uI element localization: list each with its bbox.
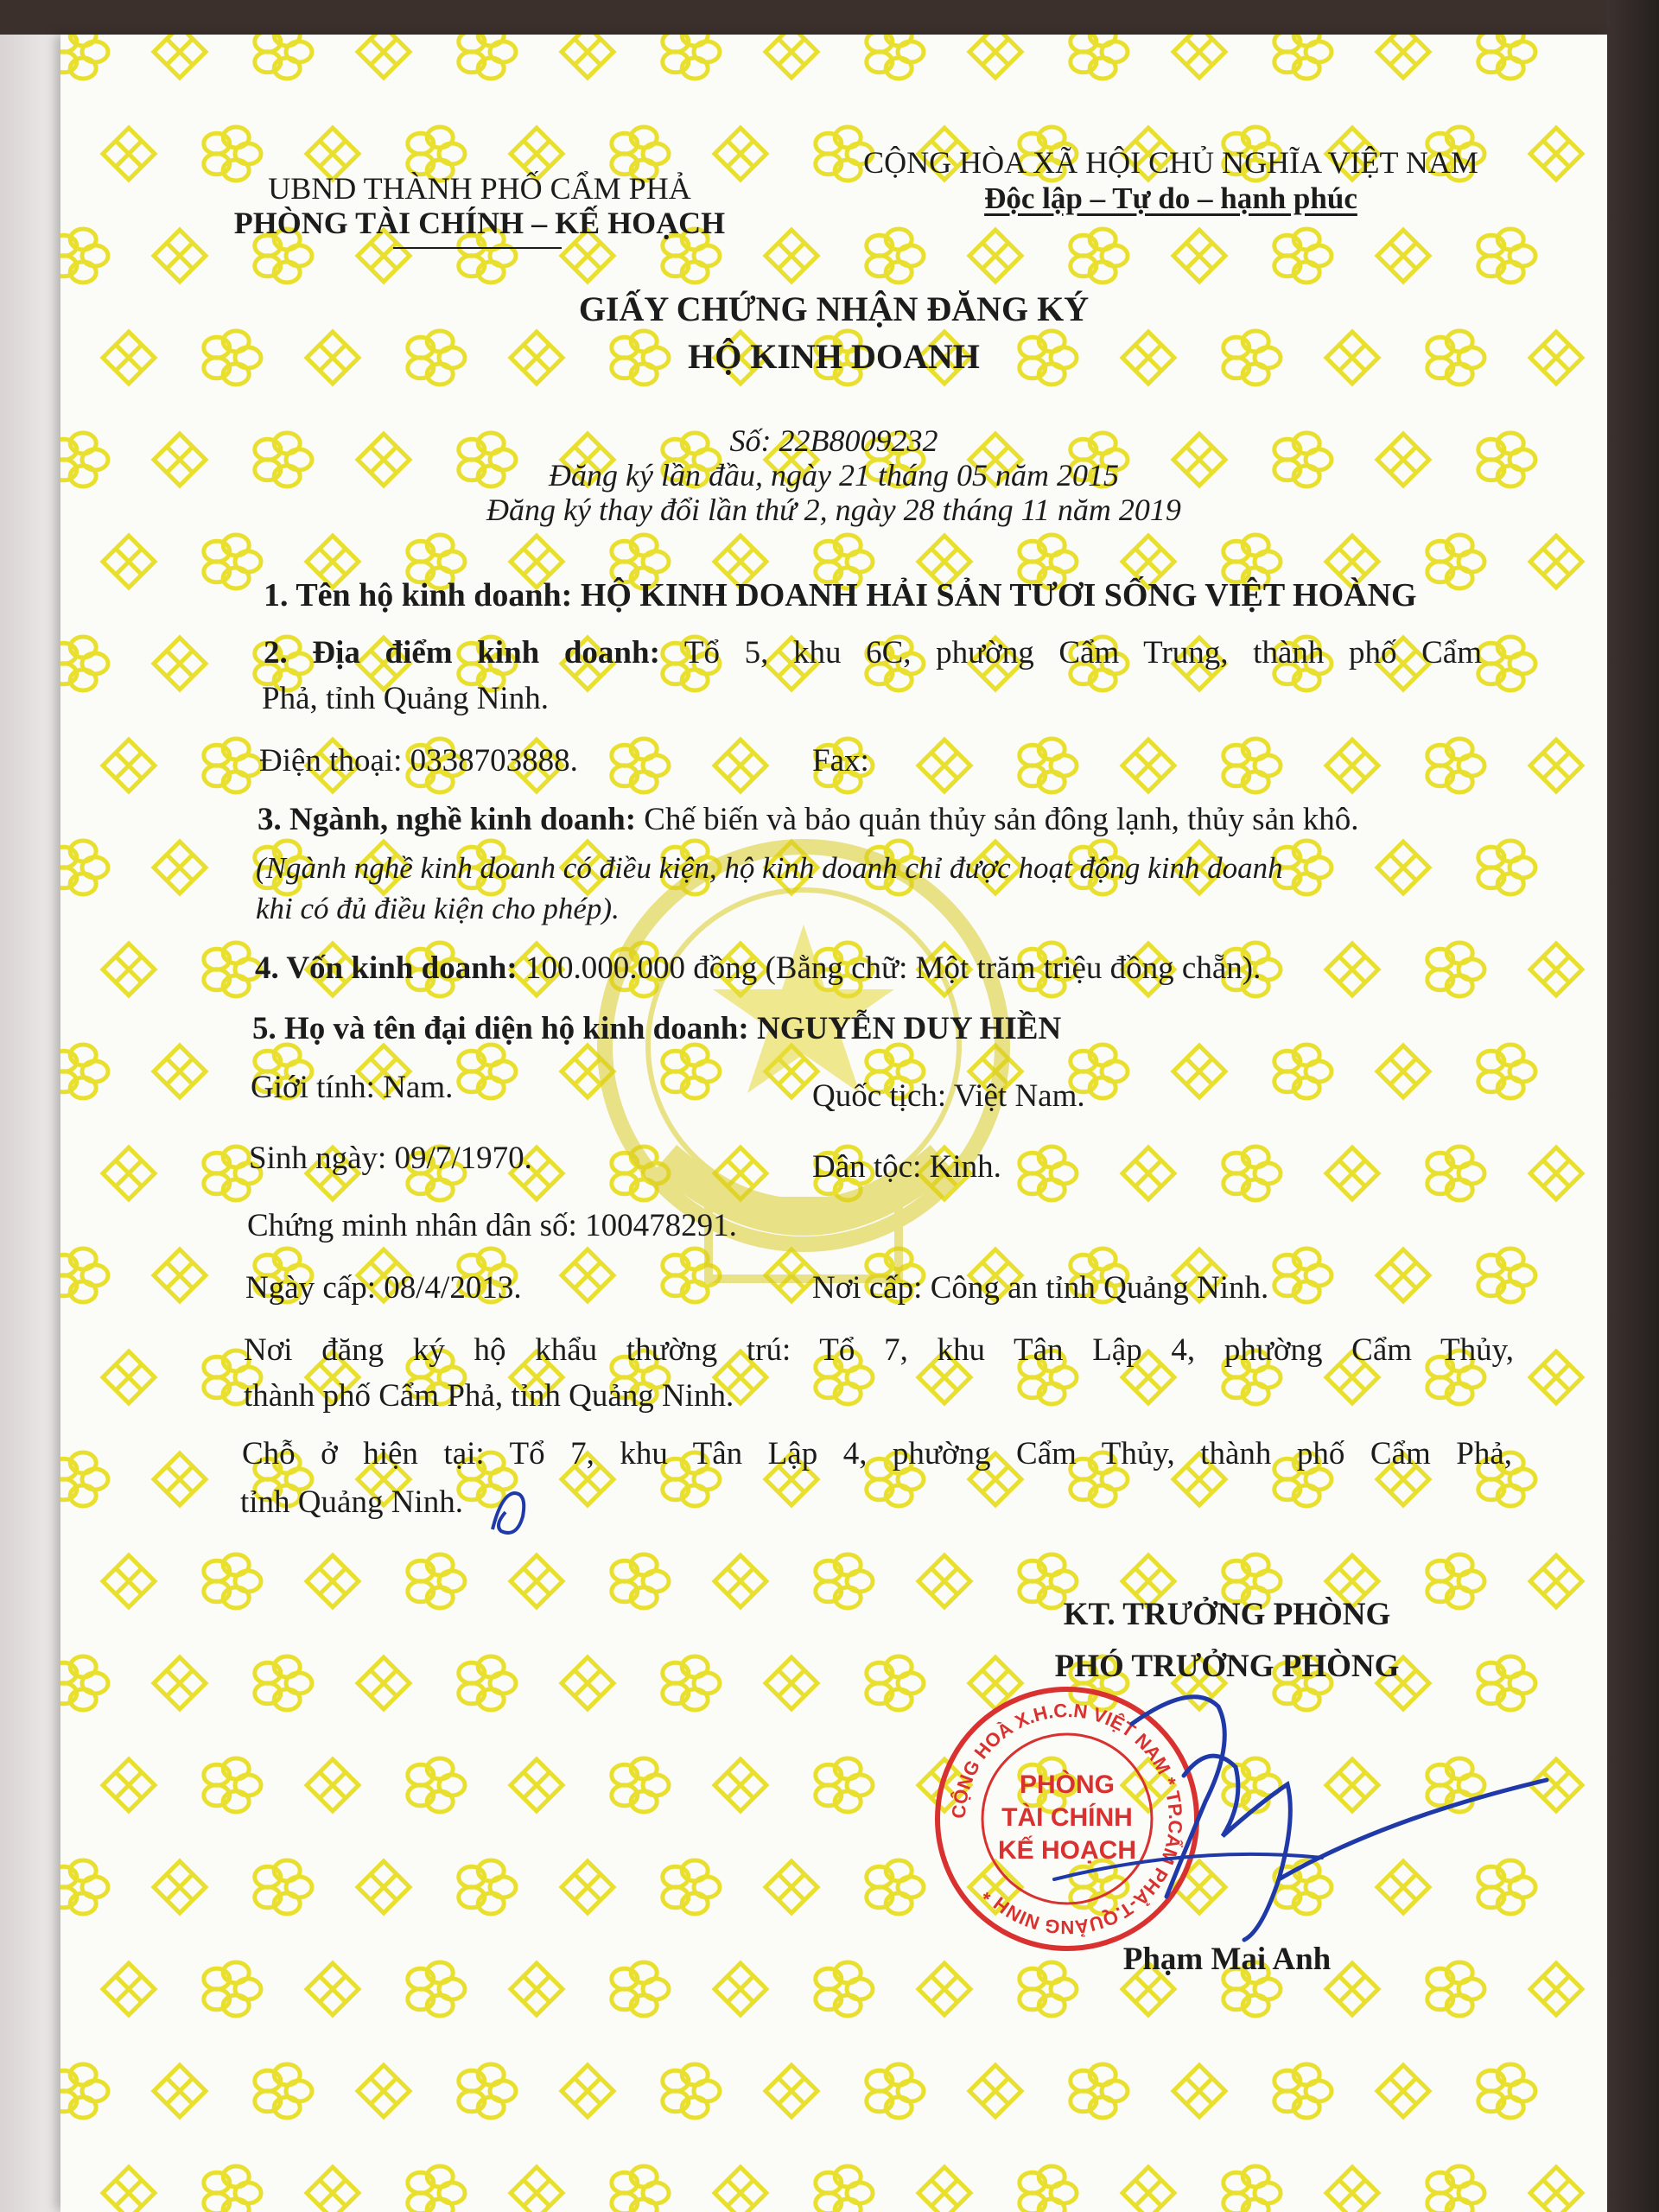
stamp-ring-text: CỘNG HOÀ X.H.C.N VIỆT NAM * TP.CẨM PHẢ-T.QUẢNG NINH * xyxy=(947,1699,1187,1939)
business-name-label: 1. Tên hộ kinh doanh: xyxy=(264,577,573,613)
date-of-birth: Sinh ngày: 09/7/1970. xyxy=(249,1141,532,1176)
business-name-value: HỘ KINH DOANH HẢI SẢN TƯƠI SỐNG VIỆT HOÀNG xyxy=(580,577,1417,613)
id-issue-place: Nơi cấp: Công an tỉnh Quảng Ninh. xyxy=(812,1270,1269,1306)
registration-number: Số: 22B8009232 xyxy=(729,423,938,458)
business-address-value: Tổ 5, khu 6C, phường Cẩm Trung, thành phố Cẩm xyxy=(683,635,1482,671)
representative-row xyxy=(252,1011,1061,1048)
handwritten-signature xyxy=(1037,1672,1555,1957)
permanent-residence: Nơi đăng ký hộ khẩu thường trú: Tổ 7, khu Tân Lập 4, phường Cẩm Thủy, xyxy=(244,1332,1514,1368)
permanent-residence-continuation: thành phố Cẩm Phả, tỉnh Quảng Ninh. xyxy=(244,1378,734,1414)
business-address-continuation: Phả, tỉnh Quảng Ninh. xyxy=(262,681,549,716)
country-motto: Độc lập – Tự do – hạnh phúc xyxy=(984,181,1357,215)
business-sector-row xyxy=(257,802,1359,839)
phone-number: Điện thoại: 0338703888. xyxy=(259,743,578,779)
business-sector-value: Chế biến và bảo quản thủy sản đông lạnh, thủy sản khô. xyxy=(644,802,1359,837)
representative-name: NGUYỄN DUY HIỀN xyxy=(756,1011,1062,1046)
business-sector-note-continuation: khi có đủ điều kiện cho phép). xyxy=(256,892,620,925)
signature-title: KT. TRƯỞNG PHÒNG xyxy=(1063,1597,1391,1632)
desk-edge xyxy=(1607,0,1659,2212)
handwritten-mark xyxy=(475,1478,544,1547)
business-sector-label: 3. Ngành, nghề kinh doanh: xyxy=(257,802,637,837)
current-residence-continuation: tỉnh Quảng Ninh. xyxy=(240,1484,463,1520)
business-address-label: 2. Địa điểm kinh doanh: xyxy=(264,635,660,671)
first-registration-date: Đăng ký lần đầu, ngày 21 tháng 05 năm 2015 xyxy=(549,458,1119,493)
business-capital-value: 100.000.000 đồng (Bằng chữ: Một trăm triệu đồng chẵn). xyxy=(524,950,1262,986)
gender: Giới tính: Nam. xyxy=(251,1070,454,1105)
issuer-department: PHÒNG TÀI CHÍNH – KẾ HOẠCH xyxy=(233,206,726,240)
current-residence: Chỗ ở hiện tại: Tổ 7, khu Tân Lập 4, phường Cẩm Thủy, thành phố Cẩm Phả, xyxy=(242,1436,1512,1471)
id-issue-date: Ngày cấp: 08/4/2013. xyxy=(245,1270,522,1306)
business-capital-label: 4. Vốn kinh doanh: xyxy=(255,950,518,986)
stamp-line-2: TÀI CHÍNH xyxy=(1001,1803,1133,1832)
country-name: CỘNG HÒA XÃ HỘI CHỦ NGHĨA VIỆT NAM xyxy=(863,145,1478,180)
ethnicity: Dân tộc: Kinh. xyxy=(812,1149,1001,1185)
business-sector-note: (Ngành nghề kinh doanh có điều kiện, hộ kinh doanh chỉ được hoạt động kinh doanh xyxy=(256,851,1283,885)
signer-name: Phạm Mai Anh xyxy=(1122,1942,1332,1977)
business-name-row xyxy=(264,577,1417,615)
signature-position: PHÓ TRƯỞNG PHÒNG xyxy=(1054,1649,1400,1684)
business-address-row xyxy=(264,635,1482,672)
nationality: Quốc tịch: Việt Nam. xyxy=(812,1078,1085,1114)
stamp-line-1: PHÒNG xyxy=(1019,1770,1116,1799)
change-registration-date: Đăng ký thay đổi lần thứ 2, ngày 28 tháng 11 năm 2019 xyxy=(486,493,1181,527)
fax-number: Fax: xyxy=(812,743,869,779)
business-capital-row xyxy=(255,950,1261,988)
stamp-line-3: KẾ HOẠCH xyxy=(997,1836,1137,1865)
issuer-authority: UBND THÀNH PHỐ CẨM PHẢ xyxy=(268,171,691,206)
issuer-underline xyxy=(393,247,562,249)
certificate-paper xyxy=(60,35,1607,2212)
document-subtitle: HỘ KINH DOANH xyxy=(688,337,980,376)
representative-label: 5. Họ và tên đại diện hộ kinh doanh: xyxy=(252,1011,749,1046)
document-title: GIẤY CHỨNG NHẬN ĐĂNG KÝ xyxy=(578,289,1090,328)
id-card-number: Chứng minh nhân dân số: 100478291. xyxy=(247,1208,737,1243)
